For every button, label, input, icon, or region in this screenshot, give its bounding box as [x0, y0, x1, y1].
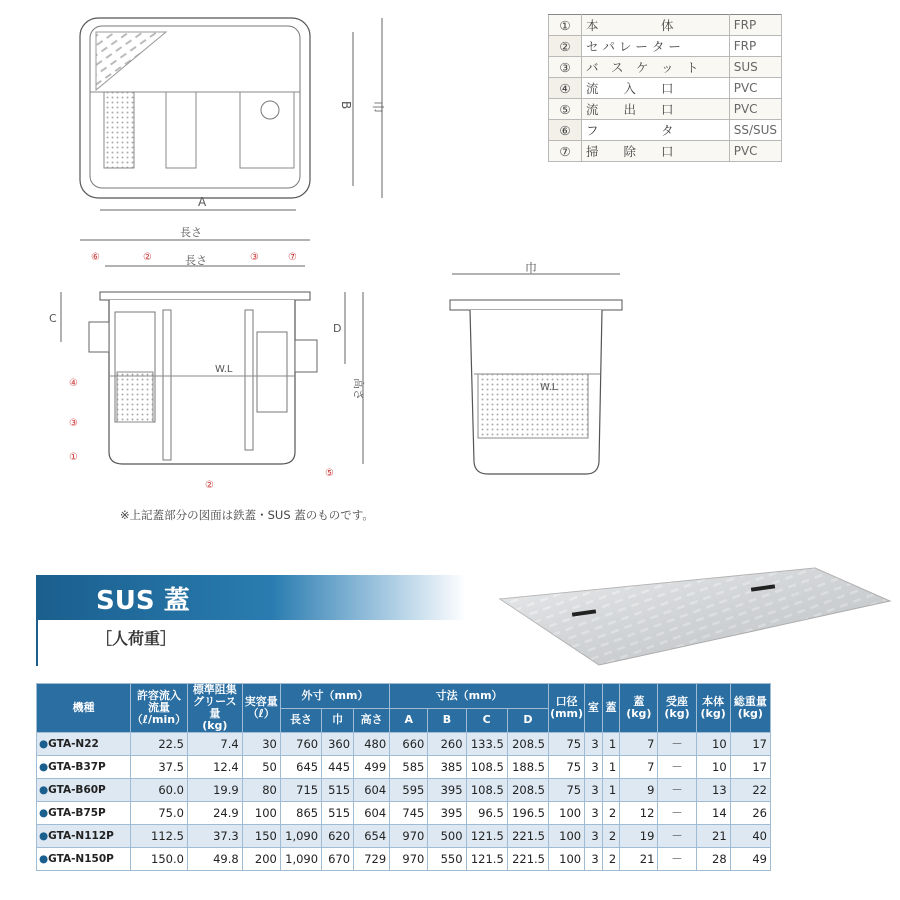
model-cell: ●GTA-B60P — [37, 779, 131, 802]
section-title: SUS 蓋 — [96, 586, 190, 616]
part-name: 掃 除 口 — [582, 141, 730, 162]
callout-3b: ③ — [69, 418, 78, 429]
part-number: ② — [549, 36, 582, 57]
cell-seat: － — [658, 848, 696, 871]
cell-d: 221.5 — [507, 848, 548, 871]
cell-bore: 100 — [549, 848, 585, 871]
model-cell: ●GTA-N150P — [37, 848, 131, 871]
parts-row — [549, 57, 782, 78]
model-cell: ●GTA-B75P — [37, 802, 131, 825]
part-name: 流 入 口 — [582, 78, 730, 99]
cell-flow: 150.0 — [130, 848, 187, 871]
cell-wid: 445 — [322, 756, 354, 779]
callout-5: ⑤ — [325, 468, 334, 479]
cell-c: 108.5 — [466, 779, 507, 802]
th-wid: 巾 — [322, 708, 354, 733]
cell-b: 550 — [428, 848, 466, 871]
th-hgt: 高さ — [354, 708, 390, 733]
cell-a: 585 — [390, 756, 428, 779]
th-seat-kg: 受座 (kg) — [658, 684, 696, 733]
th-dims: 寸法（mm） — [390, 684, 549, 709]
cell-len: 760 — [280, 733, 321, 756]
cell-bore: 75 — [549, 779, 585, 802]
callout-7: ⑦ — [288, 252, 297, 263]
cell-d: 188.5 — [507, 756, 548, 779]
th-d: D — [507, 708, 548, 733]
cell-seat: － — [658, 733, 696, 756]
cell-c: 133.5 — [466, 733, 507, 756]
side-length-label: 長さ — [185, 254, 207, 267]
cell-lidkg: 12 — [620, 802, 658, 825]
table-row — [37, 825, 771, 848]
section-subtitle: ［人荷重］ — [96, 629, 177, 648]
callout-4: ④ — [69, 378, 78, 389]
cell-cap: 150 — [242, 825, 280, 848]
th-b: B — [428, 708, 466, 733]
cell-grease: 37.3 — [187, 825, 242, 848]
cell-b: 395 — [428, 779, 466, 802]
cell-hgt: 654 — [354, 825, 390, 848]
table-row — [37, 802, 771, 825]
cell-total: 17 — [730, 756, 770, 779]
cell-total: 40 — [730, 825, 770, 848]
cell-lids: 2 — [602, 825, 620, 848]
end-width-label: 巾 — [525, 262, 538, 275]
table-row — [37, 848, 771, 871]
cell-rooms: 3 — [585, 779, 603, 802]
cell-cap: 30 — [242, 733, 280, 756]
part-material: PVC — [729, 141, 781, 162]
part-number: ⑤ — [549, 99, 582, 120]
dim-c-label: C — [49, 312, 57, 325]
cell-grease: 19.9 — [187, 779, 242, 802]
th-model: 機種 — [37, 684, 131, 733]
cell-flow: 22.5 — [130, 733, 187, 756]
cell-lidkg: 19 — [620, 825, 658, 848]
th-a: A — [390, 708, 428, 733]
part-name: フ タ — [582, 120, 730, 141]
part-material: SS/SUS — [729, 120, 781, 141]
cell-c: 108.5 — [466, 756, 507, 779]
cell-seat: － — [658, 756, 696, 779]
parts-row — [549, 120, 782, 141]
cell-seat: － — [658, 825, 696, 848]
dim-b-label: B — [339, 101, 353, 110]
cell-a: 745 — [390, 802, 428, 825]
th-grease: 標準阻集 グリース量 (kg) — [187, 684, 242, 733]
cell-total: 22 — [730, 779, 770, 802]
cell-len: 865 — [280, 802, 321, 825]
dim-a-label: A — [198, 195, 207, 209]
bullet-icon: ● — [39, 738, 49, 750]
th-len: 長さ — [280, 708, 321, 733]
th-outer: 外寸（mm） — [280, 684, 389, 709]
cell-grease: 49.8 — [187, 848, 242, 871]
cell-body: 10 — [696, 756, 730, 779]
cell-total: 26 — [730, 802, 770, 825]
model-cell: ●GTA-N22 — [37, 733, 131, 756]
cell-cap: 50 — [242, 756, 280, 779]
cell-wid: 670 — [322, 848, 354, 871]
dim-length-label: 長さ — [180, 226, 202, 239]
cell-d: 221.5 — [507, 825, 548, 848]
cell-lids: 1 — [602, 779, 620, 802]
end-wl-label: W.L — [540, 382, 558, 393]
cell-total: 17 — [730, 733, 770, 756]
th-body-kg: 本体 (kg) — [696, 684, 730, 733]
cell-rooms: 3 — [585, 756, 603, 779]
table-row — [37, 733, 771, 756]
parts-row — [549, 36, 782, 57]
part-number: ⑦ — [549, 141, 582, 162]
cell-cap: 80 — [242, 779, 280, 802]
dim-height-label: 高さ — [352, 378, 365, 400]
part-number: ③ — [549, 57, 582, 78]
cell-bore: 75 — [549, 733, 585, 756]
cell-flow: 60.0 — [130, 779, 187, 802]
cell-c: 96.5 — [466, 802, 507, 825]
model-cell: ●GTA-N112P — [37, 825, 131, 848]
section-accent-line — [36, 620, 38, 666]
cell-lids: 1 — [602, 756, 620, 779]
cell-bore: 75 — [549, 756, 585, 779]
cell-d: 196.5 — [507, 802, 548, 825]
parts-row — [549, 15, 782, 36]
spec-table — [36, 683, 771, 871]
th-lid-kg: 蓋 (kg) — [620, 684, 658, 733]
part-material: FRP — [729, 15, 781, 36]
cell-body: 13 — [696, 779, 730, 802]
part-name: セ パ レ ー タ ー — [582, 36, 730, 57]
table-row — [37, 779, 771, 802]
th-capacity: 実容量 （ℓ） — [242, 684, 280, 733]
cell-lidkg: 21 — [620, 848, 658, 871]
cell-body: 28 — [696, 848, 730, 871]
cell-flow: 37.5 — [130, 756, 187, 779]
cell-wid: 515 — [322, 779, 354, 802]
cell-flow: 75.0 — [130, 802, 187, 825]
cell-hgt: 729 — [354, 848, 390, 871]
cell-lidkg: 7 — [620, 756, 658, 779]
cell-wid: 360 — [322, 733, 354, 756]
cell-lidkg: 7 — [620, 733, 658, 756]
plan-view-drawing — [70, 10, 400, 250]
side-wl-label: W.L — [215, 364, 233, 375]
cell-hgt: 499 — [354, 756, 390, 779]
side-section-drawing — [45, 252, 375, 492]
cell-a: 660 — [390, 733, 428, 756]
end-section-drawing — [440, 262, 630, 482]
cell-seat: － — [658, 779, 696, 802]
dim-width-label: 巾 — [371, 101, 385, 114]
cell-rooms: 3 — [585, 802, 603, 825]
bullet-icon: ● — [39, 853, 49, 865]
cell-b: 395 — [428, 802, 466, 825]
cell-a: 970 — [390, 825, 428, 848]
cell-c: 121.5 — [466, 825, 507, 848]
th-total-kg: 総重量 (kg) — [730, 684, 770, 733]
cell-grease: 12.4 — [187, 756, 242, 779]
bullet-icon: ● — [39, 784, 49, 796]
cell-total: 49 — [730, 848, 770, 871]
drawing-note: ※上記蓋部分の図面は鉄蓋・SUS 蓋のものです。 — [120, 508, 374, 522]
parts-row — [549, 78, 782, 99]
cell-len: 645 — [280, 756, 321, 779]
cell-lidkg: 9 — [620, 779, 658, 802]
part-number: ① — [549, 15, 582, 36]
cell-hgt: 480 — [354, 733, 390, 756]
th-lids: 蓋 — [602, 684, 620, 733]
cell-len: 1,090 — [280, 848, 321, 871]
part-number: ④ — [549, 78, 582, 99]
cell-flow: 112.5 — [130, 825, 187, 848]
cell-b: 385 — [428, 756, 466, 779]
cell-rooms: 3 — [585, 825, 603, 848]
cell-rooms: 3 — [585, 733, 603, 756]
bullet-icon: ● — [39, 830, 49, 842]
dim-d-label: D — [333, 322, 342, 335]
callout-3a: ③ — [250, 252, 259, 263]
cell-seat: － — [658, 802, 696, 825]
model-cell: ●GTA-B37P — [37, 756, 131, 779]
part-material: PVC — [729, 78, 781, 99]
cell-d: 208.5 — [507, 779, 548, 802]
part-material: SUS — [729, 57, 781, 78]
cell-lids: 2 — [602, 848, 620, 871]
cell-wid: 515 — [322, 802, 354, 825]
part-name: バ ス ケ ッ ト — [582, 57, 730, 78]
th-bore: 口径 (mm) — [549, 684, 585, 733]
parts-row — [549, 99, 782, 120]
part-material: FRP — [729, 36, 781, 57]
cell-bore: 100 — [549, 802, 585, 825]
th-flow: 許容流入 流量 （ℓ/min） — [130, 684, 187, 733]
cell-lids: 2 — [602, 802, 620, 825]
cell-cap: 200 — [242, 848, 280, 871]
cell-d: 208.5 — [507, 733, 548, 756]
part-material: PVC — [729, 99, 781, 120]
table-row — [37, 756, 771, 779]
cell-a: 970 — [390, 848, 428, 871]
part-number: ⑥ — [549, 120, 582, 141]
th-c: C — [466, 708, 507, 733]
cell-hgt: 604 — [354, 802, 390, 825]
cell-b: 500 — [428, 825, 466, 848]
cell-c: 121.5 — [466, 848, 507, 871]
cell-body: 10 — [696, 733, 730, 756]
callout-1: ① — [69, 452, 78, 463]
cell-rooms: 3 — [585, 848, 603, 871]
bullet-icon: ● — [39, 761, 49, 773]
cell-len: 1,090 — [280, 825, 321, 848]
cell-hgt: 604 — [354, 779, 390, 802]
cell-lids: 1 — [602, 733, 620, 756]
bullet-icon: ● — [39, 807, 49, 819]
cell-b: 260 — [428, 733, 466, 756]
cell-body: 21 — [696, 825, 730, 848]
cell-len: 715 — [280, 779, 321, 802]
cell-a: 595 — [390, 779, 428, 802]
part-name: 本 体 — [582, 15, 730, 36]
callout-2b: ② — [205, 480, 214, 491]
part-name: 流 出 口 — [582, 99, 730, 120]
callout-6: ⑥ — [91, 252, 100, 263]
parts-row — [549, 141, 782, 162]
cell-wid: 620 — [322, 825, 354, 848]
sus-lid-image — [495, 565, 895, 670]
cell-grease: 7.4 — [187, 733, 242, 756]
cell-bore: 100 — [549, 825, 585, 848]
cell-cap: 100 — [242, 802, 280, 825]
parts-table — [548, 14, 782, 162]
cell-body: 14 — [696, 802, 730, 825]
cell-grease: 24.9 — [187, 802, 242, 825]
th-rooms: 室 — [585, 684, 603, 733]
callout-2a: ② — [143, 252, 152, 263]
